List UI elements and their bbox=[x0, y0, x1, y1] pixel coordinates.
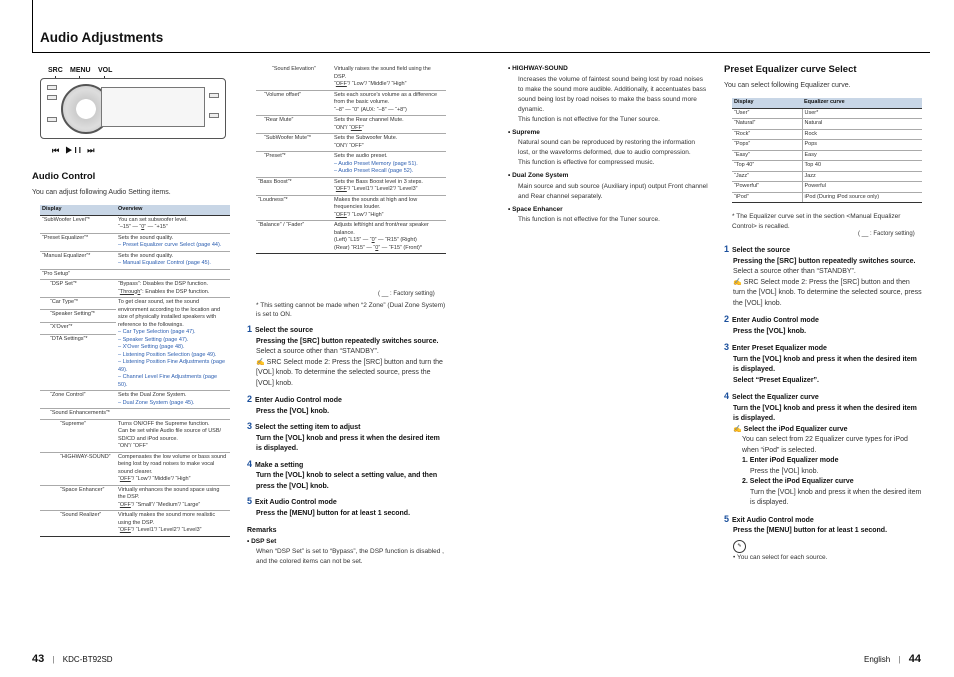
table-row: “User” User* bbox=[732, 108, 922, 119]
audio-control-heading: Audio Control bbox=[32, 171, 96, 182]
header-vertical-rule bbox=[32, 0, 33, 52]
audio-setting-table: Display Overview “SubWoofer Level”* You can set subwoofer level. “–15” — “0” — “+15” “Preset Equalizer”* Sets the sound quality. – Preset Equalizer curve Select (page 44). “Manual Equalizer”* Sets the sound quality. – Manual Equalizer Control (page 45). “Pro Setup” “DSP Set”* “Bypass”: Disables the DSP function. “Through”: Enables the DSP function. “Car Type”* To get clear sound, set the sound environment according to the location and size of physically installed speakers with reference to the followings. – Car Type Selection (page 47). – Speaker Setting (page 47). – X'Over Setting (page 48). – Listening Position Selection (page 49). – Listening Position Fine Adjustments (page 49). – Channel Level Fine Adjustments (page 50). “Speaker Setting”* “X'Over”* “DTA Settings”* “Zone Control” Sets the Dual Zone System. – Dual Zone System (page 45). “Sound Enhancements”* “Supreme” Turns ON/OFF the Supreme function. Can be set while Audio file source of USB/ SD/CD and iPod source. “ON”/ “OFF” “HIGHWAY-SOUND” Compensates the low volume or bass sound being lost by road noises to make vocal sound clearer. “OFF”/ “Low”/ “Middle”/ “High” “Space Enhancer” Virtually enhances the sound space using the DSP. “OFF”/ “Small”/ “Medium”/ “Large” “Sound Realizer” Virtually makes the sound more realistic using the DSP. “OFF”/ “Level1”/ “Level2”/ “Level3” bbox=[40, 205, 230, 537]
footer-right: English | 44 bbox=[864, 653, 922, 665]
procedure-steps-left: 1 Select the source Pressing the [SRC] button repeatedly switches source. Select a source other than “STANDBY”. ✍ SRC Select mode 2: Press the [SRC] button and turn the [VOL] knob. To determine the selected source, press the [VOL] knob. 2 Enter Audio Control mode Press the [VOL] knob. 3 Select the setting item to adjust Turn the [VOL] knob and press it when the desired item is displayed. 4 Make a setting Turn the [VOL] knob to select a setting value, and then press the [VOL] knob. 5 Exit Audio Control mode Press the [MENU] button for at least 1 second. Remarks • DSP Set When “DSP Set” is set to “Bypass”, the DSP function is disabled , and the colored items can not be set. bbox=[247, 324, 444, 565]
device-button bbox=[47, 95, 57, 100]
table-row: “iPod” iPod (During iPod source only) bbox=[732, 192, 922, 203]
car-stereo-illustration bbox=[40, 78, 226, 139]
page-title: Audio Adjustments bbox=[40, 30, 164, 45]
src-label: SRC bbox=[48, 67, 63, 74]
vol-label: VOL bbox=[98, 67, 113, 74]
device-transport-buttons: ⏮ ▶II ⏭ bbox=[52, 146, 97, 155]
device-button bbox=[47, 85, 57, 90]
table-row: “Top 40” Top 40 bbox=[732, 161, 922, 172]
audio-setting-table-continued: “Sound Elevation” Virtually raises the sound field using the DSP. “OFF”/ “Low”/ “Middle”/ “High” “Volume offset” Sets each source's volume as a difference from the basic volume. “–8” — “0” (AUX: “–8” — “+8”) “Rear Mute” Sets the Rear channel Mute. “ON”/ “OFF” “SubWoofer Mute”* Sets the Subwoofer Mute. “ON”/ “OFF” “Preset”* Sets the audio preset. – Audio Preset Memory (page 51). – Audio Preset Recall (page 52). “Bass Boost”* Sets the Bass Boost level in 3 steps. “OFF”/ “Level1”/ “Level2”/ “Level3” “Loudness”* Makes the sounds at high and low frequencies louder. “OFF”/ “Low”/ “High” “Balance” / “Fader” Adjusts left/right and front/rear speaker balance. (Left) “L15” — “0” — “R15” (Right) (Rear) “R15” — “0” — “F15” (Front)* bbox=[256, 65, 446, 254]
col-eq-curve: Equalizer curve bbox=[802, 98, 922, 108]
preset-eq-heading: Preset Equalizer curve Select bbox=[724, 64, 857, 75]
model-name: KDC-BT92SD bbox=[62, 655, 113, 664]
right-page-number: 44 bbox=[908, 653, 922, 665]
memo-icon: ✎ bbox=[733, 540, 746, 553]
equalizer-curve-table bbox=[732, 98, 922, 203]
col-eq-display: Display bbox=[732, 98, 802, 108]
table-row: “Rock” Rock bbox=[732, 129, 922, 140]
table-row: “Easy” Easy bbox=[732, 150, 922, 161]
header-rule bbox=[32, 52, 930, 53]
table-row: “Pops” Pops bbox=[732, 140, 922, 151]
device-button bbox=[209, 113, 219, 118]
device-button bbox=[209, 93, 219, 98]
col-display: Display bbox=[40, 205, 116, 215]
col-overview: Overview bbox=[116, 205, 230, 215]
audio-control-intro: You can adjust following Audio Setting items. bbox=[32, 189, 171, 196]
footer-left: 43 | KDC-BT92SD bbox=[32, 653, 113, 665]
display-panel bbox=[101, 87, 205, 127]
table-row: “Natural” Natural bbox=[732, 119, 922, 130]
preset-eq-intro: You can select following Equalizer curve. bbox=[724, 82, 851, 89]
left-page-number: 43 bbox=[32, 653, 45, 665]
table-row: “Powerful” Powerful bbox=[732, 182, 922, 193]
factory-setting-note-right: ( __ : Factory setting) bbox=[858, 231, 915, 237]
eq-note: * The Equalizer curve set in the section <Manual Equalizer Control> is recalled. bbox=[732, 213, 901, 230]
device-button bbox=[47, 117, 57, 122]
procedure-steps-right: 1 Select the source Pressing the [SRC] button repeatedly switches source. Select a source other than “STANDBY”. ✍ SRC Select mode 2: Press the [SRC] button and then turn the [VOL] knob. To determine the selected source, press the [VOL] knob. 2 Enter Audio Control mode Press the [VOL] knob. 3 Enter Preset Equalizer mode Turn the [VOL] knob and press it when the desired item is displayed. Select “Preset Equalizer”. 4 Select the Equalizer curve Turn the [VOL] knob and press it when the desired item is displayed. ✍ Select the iPod Equalizer curve You can select from 22 Equalizer curve types for iPod when “iPod” is selected. 1. Enter iPod Equalizer mode Press the [VOL] knob. 2. Select the iPod Equalizer curve Turn the [VOL] knob and press it when the desired item is displayed. 5 Exit Audio Control mode Press the [MENU] button for at least 1 second. ✎ • You can select for each source. bbox=[724, 244, 922, 561]
asterisk-note: * This setting cannot be made when “2 Zone” (Dual Zone System) is set to ON. bbox=[256, 302, 446, 318]
menu-label: MENU bbox=[70, 67, 91, 74]
factory-setting-note-left: ( __ : Factory setting) bbox=[378, 291, 435, 297]
remarks-column: • HIGHWAY-SOUND Increases the volume of faintest sound being lost by road noises to make the sound more audible. Additionally, it accentuates bass sound being lost by road noises to make the bass sound more dynamic. This function is not effective for the Tuner source. • Supreme Natural sound can be reproduced by restoring the information lost, or the waveforms deformed, due to audio compression. This function is effective for compressed music. • Dual Zone System Main source and sub source (Auxiliary input) output Front channel and Rear channel separately. • Space Enhancer This function is not effective for the Tuner source. bbox=[508, 65, 708, 223]
table-row: “Jazz” Jazz bbox=[732, 171, 922, 182]
language-label: English bbox=[864, 655, 891, 664]
